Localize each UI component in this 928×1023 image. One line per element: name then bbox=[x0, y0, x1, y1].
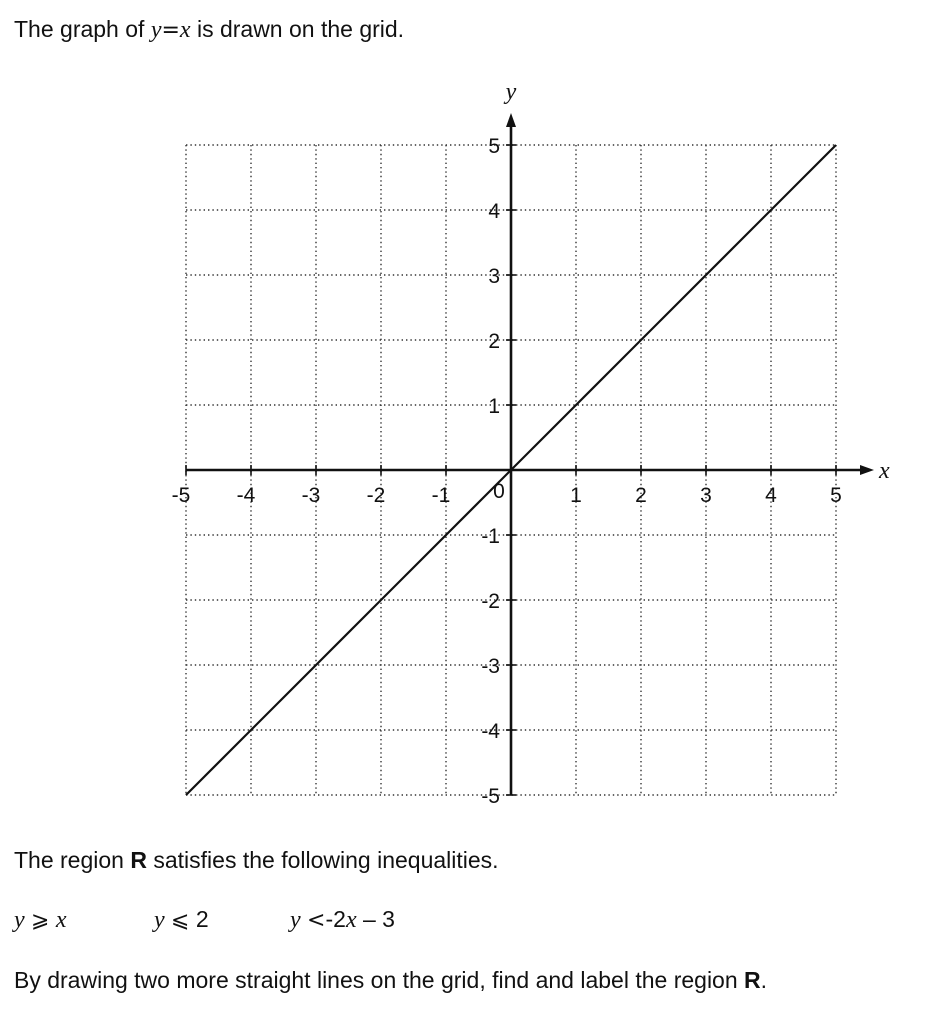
instruction-prefix: By drawing two more straight lines on the grid, find and label the region bbox=[14, 967, 738, 993]
y-tick-label: 5 bbox=[488, 135, 500, 158]
inequalities-row bbox=[14, 905, 914, 935]
ineq-3-lhs: y bbox=[290, 907, 301, 933]
ineq-2-rhs: 2 bbox=[195, 906, 209, 932]
region-intro-suffix: satisfies the following inequalities. bbox=[153, 847, 499, 873]
ineq-1-rhs: x bbox=[55, 907, 67, 933]
y-tick-label: -5 bbox=[481, 785, 500, 808]
y-tick-label: 2 bbox=[488, 330, 500, 353]
ineq-3-rhs-var: x bbox=[345, 907, 357, 933]
instruction-sentence bbox=[14, 966, 767, 994]
y-axis-arrow bbox=[506, 113, 516, 127]
y-tick-label: 1 bbox=[488, 395, 500, 418]
instruction-suffix: . bbox=[760, 967, 768, 993]
instruction-region-name: R bbox=[744, 967, 761, 993]
ineq-1-op: ⩾ bbox=[31, 908, 50, 933]
y-tick-label: -3 bbox=[481, 655, 500, 678]
y-tick-label: -4 bbox=[481, 720, 500, 743]
inequality-2 bbox=[154, 905, 209, 935]
inequality-3 bbox=[290, 905, 395, 935]
ineq-2-lhs: y bbox=[154, 907, 165, 933]
x-tick-label: 3 bbox=[700, 484, 712, 507]
ineq-1-lhs: y bbox=[14, 907, 25, 933]
ineq-3-rhs-pre: -2 bbox=[325, 906, 346, 932]
x-tick-label: -5 bbox=[171, 484, 191, 507]
x-tick-label: 4 bbox=[765, 484, 777, 507]
ineq-2-op: ⩽ bbox=[171, 908, 190, 933]
ineq-3-rhs-op: – bbox=[362, 906, 376, 932]
intro-eq-lhs: y bbox=[150, 17, 162, 43]
x-tick-label: -3 bbox=[301, 484, 321, 507]
x-tick-label: -4 bbox=[236, 484, 256, 507]
x-tick-label: 5 bbox=[830, 484, 842, 507]
intro-prefix: The graph of bbox=[14, 16, 145, 42]
ineq-3-op: < bbox=[307, 908, 326, 933]
x-axis-arrow bbox=[860, 465, 874, 475]
inequality-1 bbox=[14, 905, 67, 935]
region-intro-name: R bbox=[130, 847, 147, 873]
x-axis-label: x bbox=[879, 458, 890, 484]
y-tick-label: -1 bbox=[481, 525, 500, 548]
x-tick-label: -1 bbox=[431, 484, 451, 507]
region-intro-sentence bbox=[14, 846, 499, 874]
intro-eq-rhs: x bbox=[179, 17, 191, 43]
region-intro-prefix: The region bbox=[14, 847, 124, 873]
x-tick-label: 2 bbox=[635, 484, 647, 507]
y-tick-label: -2 bbox=[481, 590, 500, 613]
ineq-3-rhs-post: 3 bbox=[382, 906, 395, 932]
origin-label: 0 bbox=[493, 480, 505, 503]
y-tick-label: 3 bbox=[488, 265, 500, 288]
intro-eq-op: = bbox=[161, 18, 180, 43]
intro-suffix: is drawn on the grid. bbox=[196, 16, 405, 42]
y-axis-label: y bbox=[505, 79, 517, 105]
x-tick-label: 1 bbox=[570, 484, 582, 507]
y-tick-label: 4 bbox=[488, 200, 500, 223]
x-tick-label: -2 bbox=[366, 484, 386, 507]
